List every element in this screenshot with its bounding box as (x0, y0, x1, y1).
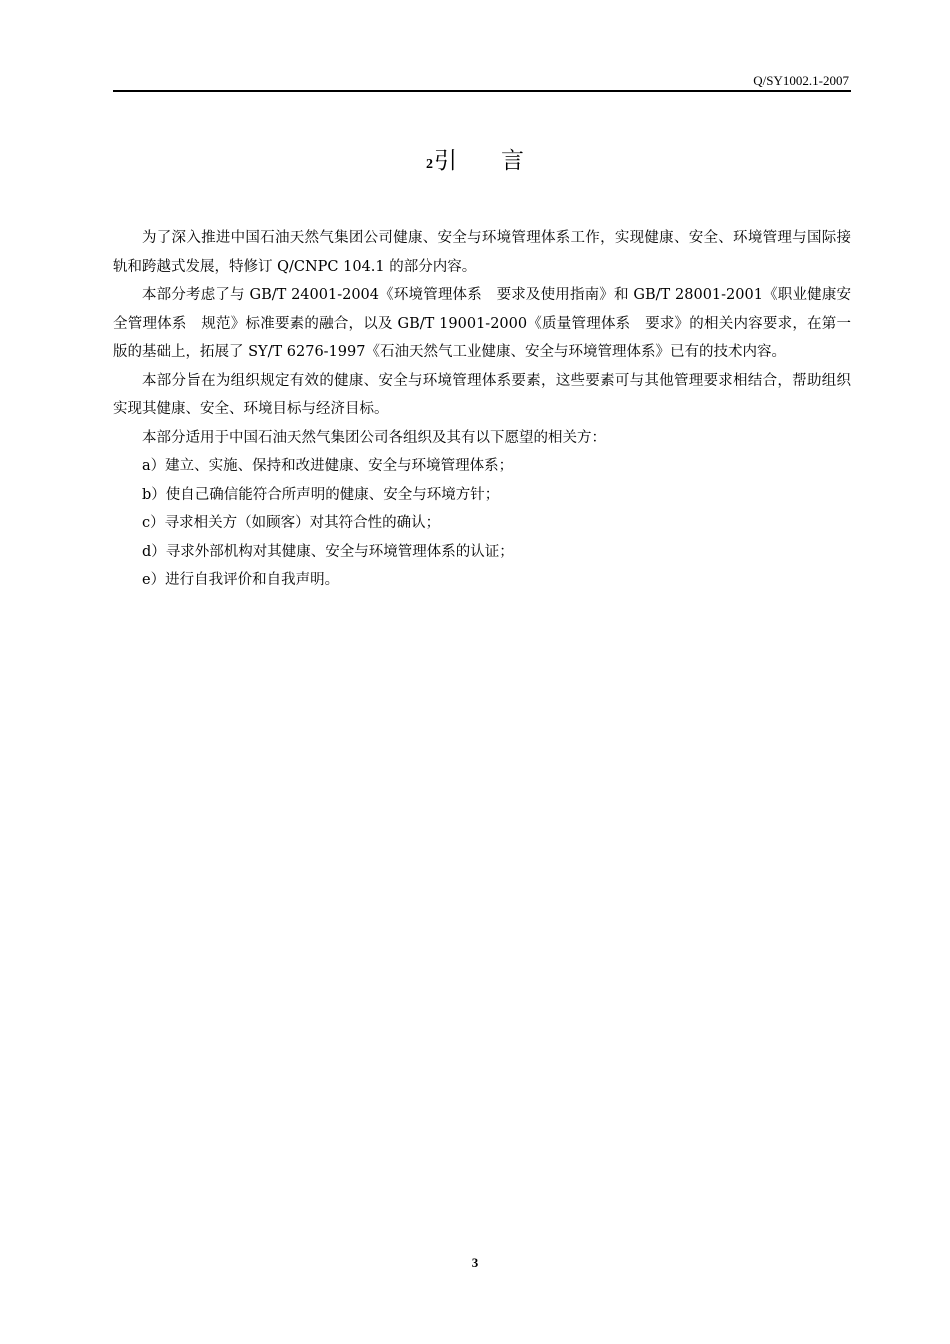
paragraph-3: 本部分旨在为组织规定有效的健康、安全与环境管理体系要素，这些要素可与其他管理要求相结合，帮助组织实现其健康、安全、环境目标与经济目标。 (113, 372, 851, 417)
standard-code: Q/SY1002.1-2007 (753, 73, 849, 88)
paragraph-1: 为了深入推进中国石油天然气集团公司健康、安全与环境管理体系工作，实现健康、安全、环境管理与国际接轨和跨越式发展，特修订 Q/CNPC 104.1 的部分内容。 (113, 230, 851, 275)
list-item-a: a）建立、实施、保持和改进健康、安全与环境管理体系； (142, 458, 514, 474)
page-title (0, 145, 950, 181)
list-item-b: b）使自己确信能符合所声明的健康、安全与环境方针； (142, 486, 500, 503)
header-rule (113, 90, 851, 92)
page-number: 3 (471, 1255, 479, 1270)
paragraph-4: 本部分适用于中国石油天然气集团公司各组织及其有以下愿望的相关方： (142, 429, 606, 446)
list-item-d: d）寻求外部机构对其健康、安全与环境管理体系的认证； (142, 543, 514, 560)
paragraph-2: 本部分考虑了与 GB/T 24001-2004《环境管理体系 要求及使用指南》和 GB/T 28001-2001《职业健康安全管理体系 规范》标准要素的融合，以及 GB/T 19001-2000《质量管理体系 要求》的相关内容要求，在第一版的基础上，拓展了 SY/T 6276-1997《石油天然气工业健康、安全与环境管理体系》已有的技术内容。 (113, 287, 851, 360)
list-item-c: c）寻求相关方（如顾客）对其符合性的确认； (142, 515, 441, 531)
title-word-2: 言 (501, 148, 524, 174)
list-item-e: e）进行自我评价和自我声明。 (142, 572, 340, 588)
title-number: 2 (426, 157, 433, 172)
title-word-1: 引 (434, 148, 457, 174)
document-body (113, 224, 851, 595)
